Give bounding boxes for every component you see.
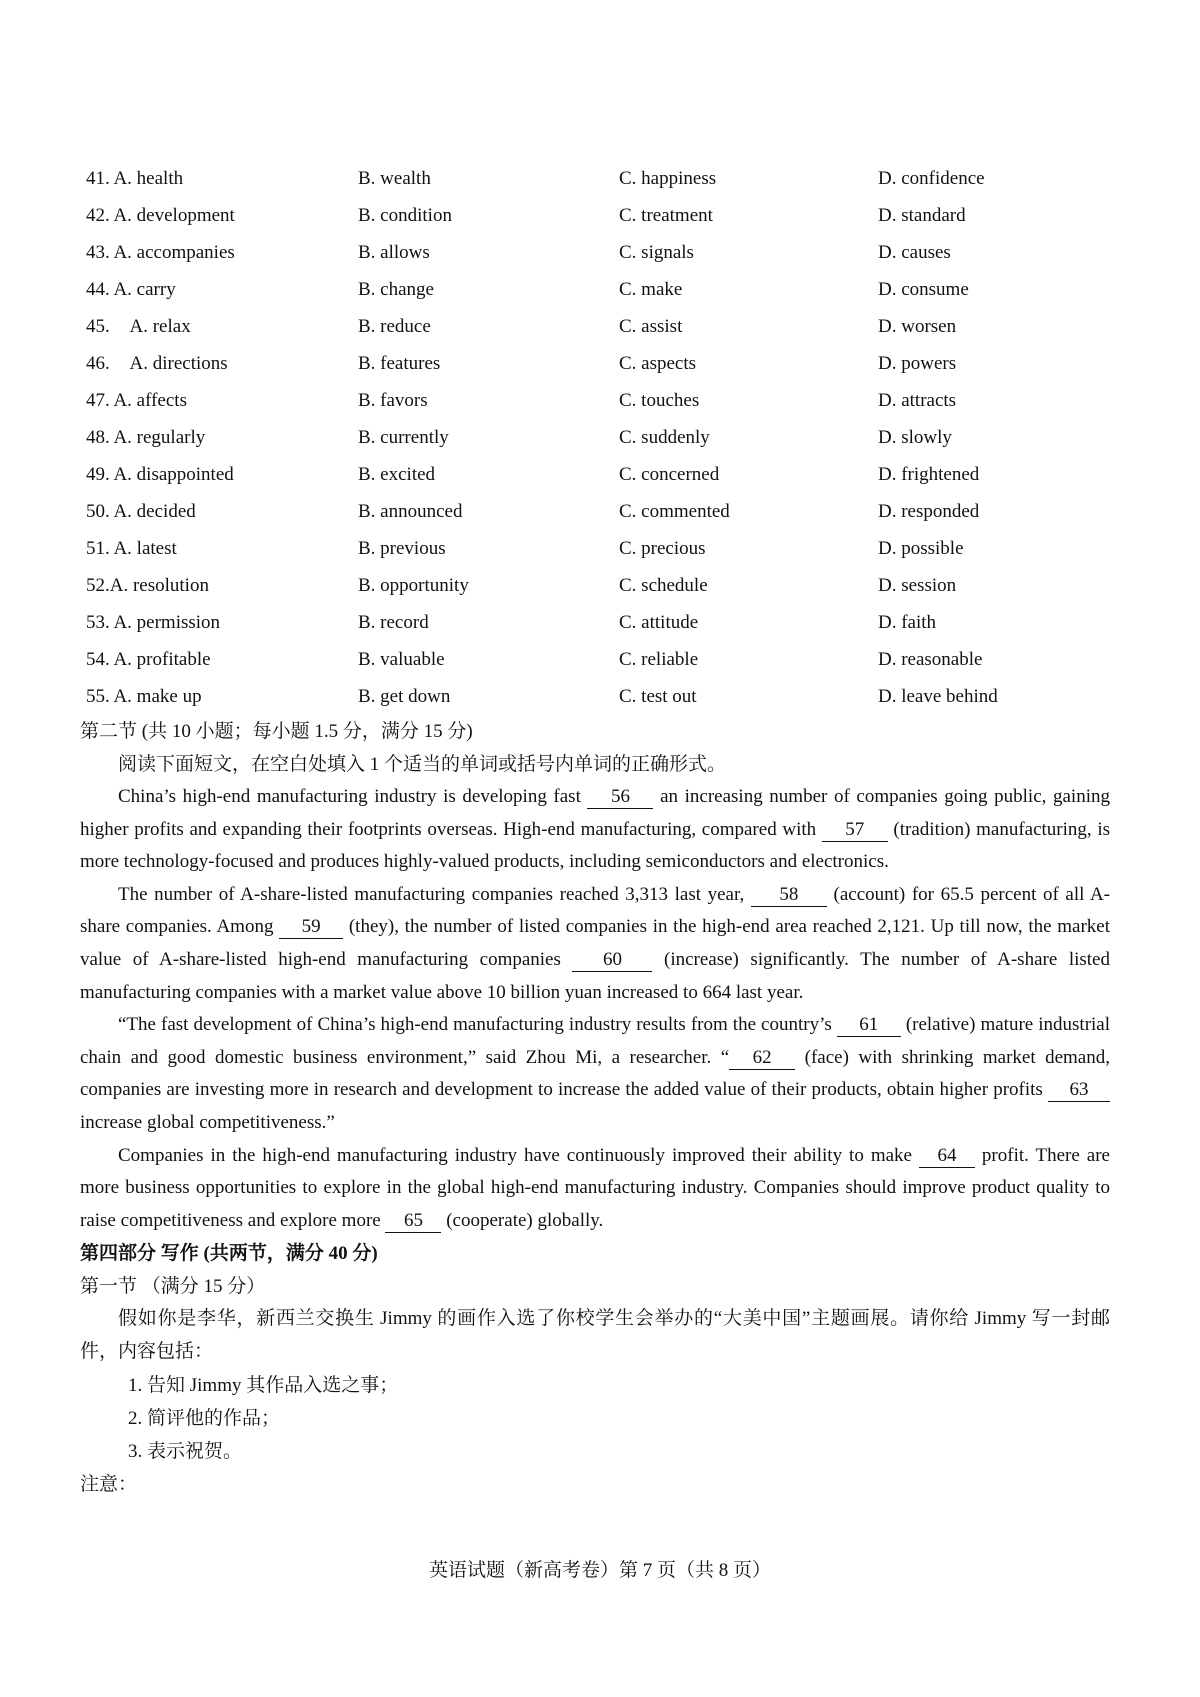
option-b: B. previous [358, 538, 446, 559]
option-a: A. disappointed [113, 464, 234, 485]
option-d: D. confidence [878, 168, 985, 189]
option-d: D. responded [878, 501, 980, 522]
question-number: 43. [86, 242, 110, 263]
page-footer: 英语试题（新高考卷）第 7 页（共 8 页） [428, 1560, 771, 1581]
option-c: C. test out [619, 686, 697, 707]
exam-page [80, 160, 1122, 1501]
question-number: 44. [86, 279, 110, 300]
option-a: A. make up [113, 686, 202, 707]
question-number: 55. [86, 686, 110, 707]
option-c: C. commented [619, 501, 730, 522]
option-row [86, 493, 1122, 530]
reading-passage [80, 781, 1110, 1237]
option-b: B. features [358, 353, 441, 374]
blank-65[interactable]: 65 [385, 1210, 441, 1233]
option-a: A. relax [129, 316, 191, 337]
blank-64[interactable]: 64 [919, 1145, 975, 1168]
option-c: C. reliable [619, 649, 699, 670]
option-d: D. session [878, 575, 957, 596]
option-a: A. accompanies [113, 242, 235, 263]
blank-63[interactable]: 63 [1048, 1079, 1110, 1102]
passage-paragraph: The number of A-share-listed manufacturing companies reached 3,313 last year, 58 (account) for 65.5 percent of all A-share companies. Among 59 (they), the number of listed companies in the high-end area reached 2,121. Up till now, the market value of A-share-listed high-end manufacturing companies 60 (increase) significantly. The number of A-share listed manufacturing companies with a market value above 10 billion yuan increased to 664 last year. [80, 883, 1110, 1003]
question-number: 41. [86, 168, 110, 189]
option-b: B. valuable [358, 649, 445, 670]
option-c: C. make [619, 279, 683, 300]
option-a: A. regularly [113, 427, 206, 448]
option-c: C. concerned [619, 464, 720, 485]
option-c: C. suddenly [619, 427, 710, 448]
prompt-item: 1. 告知 Jimmy 其作品入选之事； [128, 1374, 399, 1396]
question-number: 50. [86, 501, 110, 522]
question-number: 46. [86, 353, 110, 374]
option-c: C. assist [619, 316, 683, 337]
option-a: A. decided [113, 501, 196, 522]
blank-62[interactable]: 62 [729, 1047, 795, 1070]
passage-paragraph: Companies in the high-end manufacturing industry have continuously improved their ability to make 64 profit. There are more business opportunities to explore in the global high-end manufacturing industry. Companies should improve product quality to raise competitiveness and explore more 65 (cooperate) globally. [80, 1144, 1110, 1231]
section2-heading: 第二节 (共 10 小题；每小题 1.5 分，满分 15 分) [80, 721, 473, 742]
option-b: B. opportunity [358, 575, 469, 596]
question-number: 49. [86, 464, 110, 485]
part4-heading: 第四部分 写作 (共两节，满分 40 分) [80, 1243, 378, 1265]
option-d: D. faith [878, 612, 937, 633]
option-row [86, 678, 1122, 715]
option-c: C. schedule [619, 575, 708, 596]
option-a: A. health [113, 168, 184, 189]
option-row [86, 604, 1122, 641]
blank-59[interactable]: 59 [279, 916, 343, 939]
option-d: D. consume [878, 279, 969, 300]
option-d: D. reasonable [878, 649, 983, 670]
option-d: D. possible [878, 538, 964, 559]
passage-paragraph: “The fast development of China’s high-end manufacturing industry results from the country’s 61 (relative) mature industrial chain and good domestic business environment,” said Zhou Mi, a researcher. “ 62 (face) with shrinking market demand, companies are investing more in research and development to increase the added value of their products, obtain higher profits 63 increase global competitiveness.” [80, 1014, 1111, 1133]
option-d: D. standard [878, 205, 966, 226]
option-row [86, 271, 1122, 308]
option-row [86, 160, 1122, 197]
section2-instruction: 阅读下面短文，在空白处填入 1 个适当的单词或括号内单词的正确形式。 [118, 754, 727, 775]
writing-prompt: 假如你是李华，新西兰交换生 Jimmy 的画作入选了你校学生会举办的“大美中国”主题画展。请你给 Jimmy 写一封邮件，内容包括： [80, 1308, 1110, 1362]
passage-paragraph: China’s high-end manufacturing industry is developing fast 56 an increasing number of companies going public, gaining higher profits and expanding their footprints overseas. High-end manufacturing, compared with 57 (tradition) manufacturing, is more technology-focused and produces highly-valued products, including semiconductors and electronics. [80, 786, 1110, 873]
option-row [86, 641, 1122, 678]
option-c: C. touches [619, 390, 700, 411]
option-b: B. record [358, 612, 429, 633]
option-row [86, 308, 1122, 345]
prompt-item: 3. 表示祝贺。 [128, 1440, 243, 1462]
question-number: 54. [86, 649, 110, 670]
option-row [86, 419, 1122, 456]
option-d: D. worsen [878, 316, 957, 337]
option-c: C. signals [619, 242, 694, 263]
option-b: B. excited [358, 464, 436, 485]
option-a: A. permission [113, 612, 221, 633]
option-c: C. happiness [619, 168, 717, 189]
question-number: 47. [86, 390, 110, 411]
question-number: 42. [86, 205, 110, 226]
part4-section1-heading: 第一节 （满分 15 分） [80, 1276, 266, 1298]
note-label: 注意： [80, 1473, 138, 1495]
option-b: B. change [358, 279, 434, 300]
blank-60[interactable]: 60 [572, 949, 652, 972]
blank-56[interactable]: 56 [587, 786, 653, 809]
blank-57[interactable]: 57 [822, 819, 888, 842]
option-a: A. affects [113, 390, 187, 411]
option-b: B. wealth [358, 168, 431, 189]
option-d: D. frightened [878, 464, 980, 485]
option-b: B. get down [358, 686, 451, 707]
question-number: 51. [86, 538, 110, 559]
option-c: C. aspects [619, 353, 697, 374]
option-row [86, 234, 1122, 271]
question-number: 52. [86, 575, 110, 596]
option-a: A. directions [129, 353, 228, 374]
question-number: 53. [86, 612, 110, 633]
blank-61[interactable]: 61 [837, 1014, 901, 1037]
option-b: B. announced [358, 501, 463, 522]
option-a: A. profitable [113, 649, 211, 670]
option-row [86, 567, 1122, 604]
option-b: B. condition [358, 205, 452, 226]
option-row [86, 382, 1122, 419]
options-table [86, 160, 1122, 715]
option-b: B. favors [358, 390, 428, 411]
option-a: A. development [113, 205, 235, 226]
option-b: B. currently [358, 427, 449, 448]
option-a: A. latest [113, 538, 177, 559]
option-row [86, 530, 1122, 567]
option-b: B. reduce [358, 316, 431, 337]
option-c: C. precious [619, 538, 706, 559]
question-number: 48. [86, 427, 110, 448]
option-c: C. treatment [619, 205, 713, 226]
option-row [86, 345, 1122, 382]
option-c: C. attitude [619, 612, 699, 633]
option-b: B. allows [358, 242, 430, 263]
option-d: D. attracts [878, 390, 957, 411]
prompt-item: 2. 简评他的作品； [128, 1407, 281, 1429]
option-a: A. resolution [109, 575, 209, 596]
question-number: 45. [86, 316, 110, 337]
option-row [86, 456, 1122, 493]
option-d: D. causes [878, 242, 951, 263]
option-row [86, 197, 1122, 234]
option-d: D. powers [878, 353, 957, 374]
blank-58[interactable]: 58 [751, 884, 827, 907]
option-d: D. leave behind [878, 686, 998, 707]
option-a: A. carry [113, 279, 176, 300]
option-d: D. slowly [878, 427, 952, 448]
